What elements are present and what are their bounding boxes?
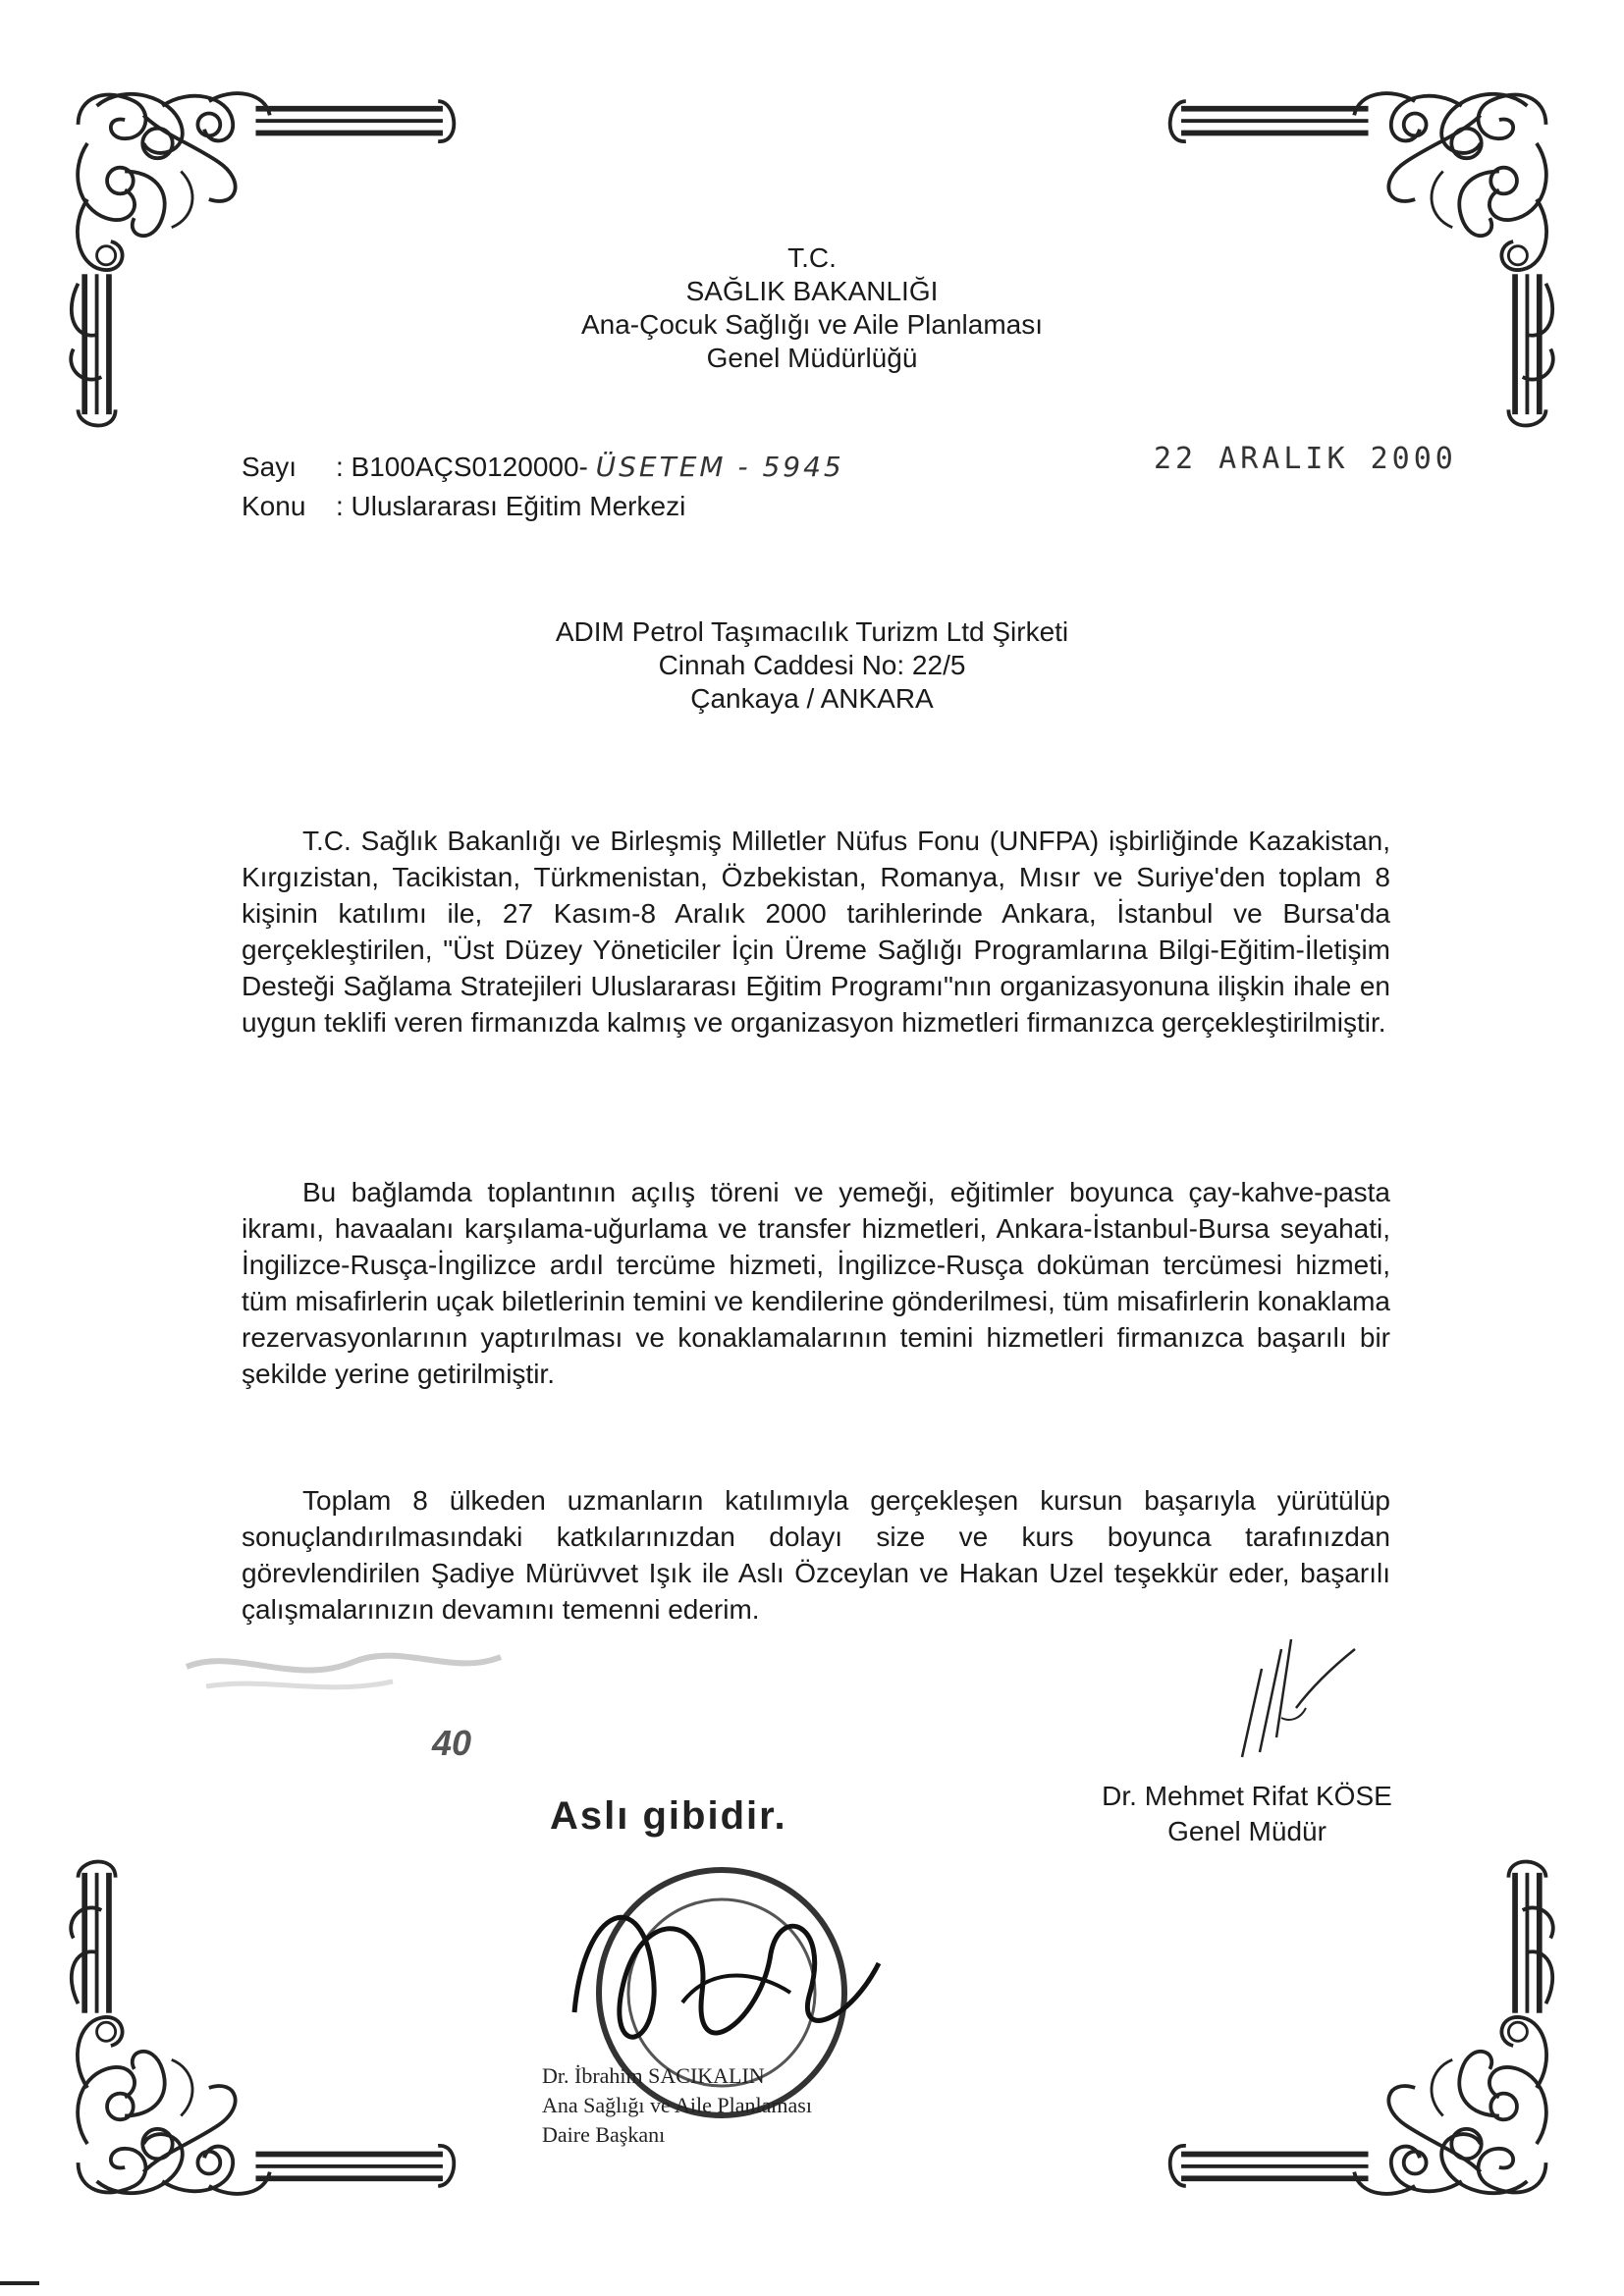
sayi-label: Sayı: [242, 452, 298, 482]
address-line-2: Cinnah Caddesi No: 22/5: [658, 650, 966, 680]
header-department: Ana-Çocuk Sağlığı ve Aile Planlaması: [580, 309, 1044, 340]
seal-line-2: Ana Sağlığı ve Aile Planlaması: [542, 2093, 812, 2117]
body-paragraph-1: T.C. Sağlık Bakanlığı ve Birleşmiş Milletler Nüfus Fonu (UNFPA) işbirliğinde Kazakistan, Kırgızistan, Tacikistan, Türkmenistan, Özbekistan, Romanya, Mısır ve Suriye'den toplam 8 kişinin katılımı ile, 27 Kasım-8 Aralık 2000 tarihlerinde Ankara, İstanbul ve Bursa'da gerçekleştirilen, "Üst Düzey Yöneticiler İçin Üreme Sağlığı Programlarına Bilgi-Eğitim-İletişim Desteği Sağlama Stratejileri Uluslararası Eğitim Programı"nın organizasyonuna ilişkin ihale en uygun teklifi veren firmanızda kalmış ve organizasyon hizmetleri firmanızca gerçekleştirilmiştir.: [242, 826, 1390, 1038]
header-country: T.C.: [787, 242, 837, 273]
seal-stamp-text: [542, 2061, 812, 2150]
corner-ornament-bottom-right: [1163, 1850, 1555, 2204]
faint-number: 40: [432, 1723, 472, 1763]
sayi-value: : B100AÇS0120000-: [336, 452, 588, 482]
header-ministry: SAĞLIK BAKANLIĞI: [685, 276, 939, 306]
address-line-3: Çankaya / ANKARA: [690, 683, 934, 714]
body-paragraph-3: Toplam 8 ülkeden uzmanların katılımıyla gerçekleşen kursun başarıyla yürütülüp sonuçlandırılmasındaki katkılarınızdan dolayı size ve kurs boyunca tarafınızdan görevlendirilen Şadiye Mürüvvet Işık ile Aslı Özceylan ve Hakan Uzel teşekkür eder, başarılı çalışmalarınızın devamını temenni ederim.: [242, 1485, 1390, 1625]
konu-label: Konu: [242, 491, 306, 521]
true-copy-stamp: Aslı gibidir.: [550, 1794, 787, 1838]
body-paragraph-2: Bu bağlamda toplantının açılış töreni ve yemeği, eğitimler boyunca çay-kahve-pasta ikramı, havaalanı karşılama-uğurlama ve transfer hizmetleri, Ankara-İstanbul-Bursa seyahati, İngilizce-Rusça-İngilizce ardıl tercüme hizmeti, İngilizce-Rusça doküman tercümesi hizmeti, tüm misafirlerin uçak biletlerinin temini ve kendilerine gönderilmesi, tüm misafirlerin konaklama rezervasyonlarının yaptırılması ve konaklamalarının temini hizmetleri firmanızca başarılı bir şekilde yerine getirilmiştir.: [242, 1177, 1390, 1389]
konu-value: : Uluslararası Eğitim Merkezi: [336, 491, 686, 521]
seal-line-3: Daire Başkanı: [542, 2122, 666, 2147]
address-line-1: ADIM Petrol Taşımacılık Turizm Ltd Şirketi: [555, 616, 1069, 647]
page-edge-mark: [0, 2281, 39, 2285]
date-stamp: 22 ARALIK 2000: [1154, 442, 1457, 476]
sayi-handwritten: ÜSETEM - 5945: [595, 451, 844, 483]
corner-ornament-bottom-left: [69, 1850, 461, 2204]
recipient-address: [0, 615, 1624, 716]
signatory-name: Dr. Mehmet Rifat KÖSE: [1102, 1781, 1392, 1811]
signature-block: [1085, 1779, 1409, 1849]
signatory-title: Genel Müdür: [1167, 1816, 1326, 1846]
header-directorate: Genel Müdürlüğü: [706, 343, 918, 373]
letterhead: [0, 241, 1624, 375]
reference-block: [242, 448, 844, 526]
signature-scribble: [1183, 1629, 1360, 1767]
seal-line-1: Dr. İbrahim SACIKALIN: [542, 2063, 765, 2088]
faint-stamp-mark: [177, 1637, 511, 1706]
